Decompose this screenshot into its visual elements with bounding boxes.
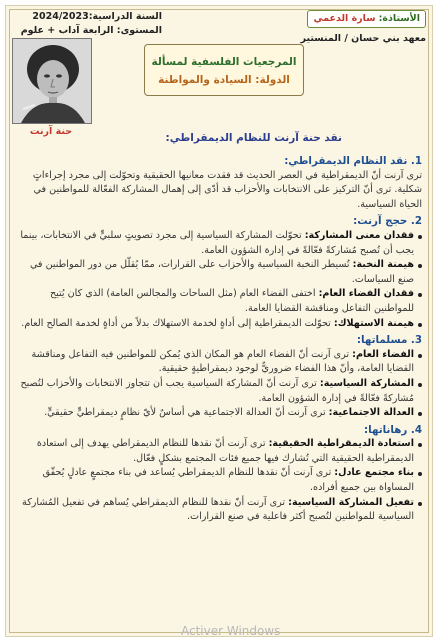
header-info	[12, 10, 162, 38]
teacher-box	[307, 10, 426, 28]
school-year: السنة الدراسية:2024/2023	[32, 11, 162, 22]
lesson-title-box	[144, 44, 304, 96]
main-title: نقد حنة آرنت للنظام الديمقراطي:	[165, 132, 342, 144]
item-text: تحوّلت الديمقراطية إلى أداةٍ لخدمة الاستهلاك بدلاً من أداةٍ لخدمة الصالح العام.	[21, 317, 334, 329]
list-item	[16, 496, 422, 525]
list-item	[16, 437, 422, 466]
portrait-caption: حنة آرنت	[29, 126, 73, 137]
section-heading: 2. حجج آرنت:	[353, 215, 422, 228]
list-item	[16, 348, 422, 377]
portrait-image	[13, 39, 91, 123]
item-text: تحوّلت المشاركة السياسية إلى مجرد تصويتٍ سلبيٍّ في الانتخابات، بينما يجب أن تُصبح مُشاركةً فعّالةً في إدارة الشؤون العامة.	[20, 229, 414, 256]
item-term: فقدان الفضاء العام:	[318, 288, 414, 300]
item-term: العدالة الاجتماعية:	[328, 407, 414, 419]
arendt-portrait	[12, 38, 92, 124]
class-level: المستوى: الرابعة آداب + علوم	[20, 25, 162, 36]
list-item	[16, 377, 422, 406]
list-item	[16, 287, 422, 316]
list-item	[16, 466, 422, 495]
content	[16, 152, 422, 525]
school-name: معهد بني حسان / المنستير	[300, 33, 426, 44]
item-text: ترى آرنت أنّ العدالة الاجتماعية هي أساسٌ لأيّ نظامٍ ديمقراطيٍّ حقيقيٍّ.	[44, 407, 329, 419]
teacher-label: الأستاذة:	[378, 13, 420, 24]
section-heading: 4. رهاناتها:	[364, 423, 422, 436]
list-item	[16, 258, 422, 287]
item-term: تفعيل المشاركة السياسية:	[288, 496, 414, 508]
item-term: استعادة الديمقراطية الحقيقية:	[268, 438, 414, 450]
worksheet-page	[5, 5, 433, 637]
item-term: هيمنة النخبة:	[352, 259, 414, 271]
item-text: تُسيطر النخبة السياسية والأحزاب على القرارات، ممّا يُقلّل من دور المواطنين في صنع السياسات.	[29, 259, 414, 285]
section-paragraph: ترى آرنت أنّ الديمقراطية في العصر الحديث قد فقدت معانيها الحقيقية وتحوّلت إلى مجرد إجراءاتٍ شكلية. ترى أنّ التركيز على الانتخابات والأحزاب قد أدّى إلى إهمال المشاركة الفعّالة للمواطنين في الحياة السياسية.	[32, 169, 422, 210]
item-term: بناء مجتمع عادل:	[334, 467, 414, 479]
item-text: ترى آرنت أنّ نقدها للنظام الديمقراطي يُساعد في بناء مجتمعٍ عادلٍ يُحقّق المساواة بين جميع أفراده.	[42, 467, 414, 494]
list-item	[16, 406, 422, 421]
teacher-name: سارة الدعمي	[313, 13, 376, 24]
item-text: ترى آرنت أنّ المشاركة السياسية يجب أن تتجاوز الانتخابات والأحزاب لتُصبح مُشاركةً فعّالةً في إدارة الشؤون العامة.	[20, 377, 414, 404]
item-text: اختفى الفضاء العام (مثل الساحات والمجالس العامة) الذي كان يُتيح للمواطنين التفاعل ومناقشة القضايا العامة.	[49, 288, 414, 314]
item-text: ترى آرنت أنّ نقدها للنظام الديمقراطي يهدف إلى استعادة الديمقراطية الحقيقية التي تُشارك فيها جميع فئات المجتمع بشكلٍ فعّال.	[36, 438, 414, 464]
item-term: هيمنة الاستهلاك:	[333, 317, 414, 329]
item-term: الفضاء العام:	[352, 348, 414, 360]
lesson-title-line1: المرجعيات الفلسفية لمسألة	[151, 56, 297, 68]
item-term: فقدان معنى المشاركة:	[304, 229, 414, 241]
list-item	[16, 317, 422, 332]
item-text: ترى آرنت أنّ نقدها للنظام الديمقراطي يُساهم في تفعيل المُشاركة السياسية للمواطنين لتُصبح أكثر فاعلية في صنع القرارات.	[22, 496, 414, 523]
section-heading: 3. مسلماتها:	[356, 334, 422, 347]
header-teacher	[256, 10, 426, 46]
section-heading: 1. نقد النظام الديمقراطي:	[284, 155, 422, 167]
item-term: المشاركة السياسية:	[319, 377, 414, 389]
lesson-title-line2: الدولة: السيادة والمواطنة	[158, 74, 290, 86]
list-item	[16, 229, 422, 258]
activation-watermark: Activer Windows	[181, 624, 281, 638]
item-text: ترى آرنت أنّ الفضاء العام هو المكان الذي يُمكن للمواطنين فيه التفاعل ومناقشة القضايا العامة، وأنّ هذا الفضاء ضروريٌّ لوجود ديمقراطيةٍ حقيقية.	[31, 348, 414, 375]
